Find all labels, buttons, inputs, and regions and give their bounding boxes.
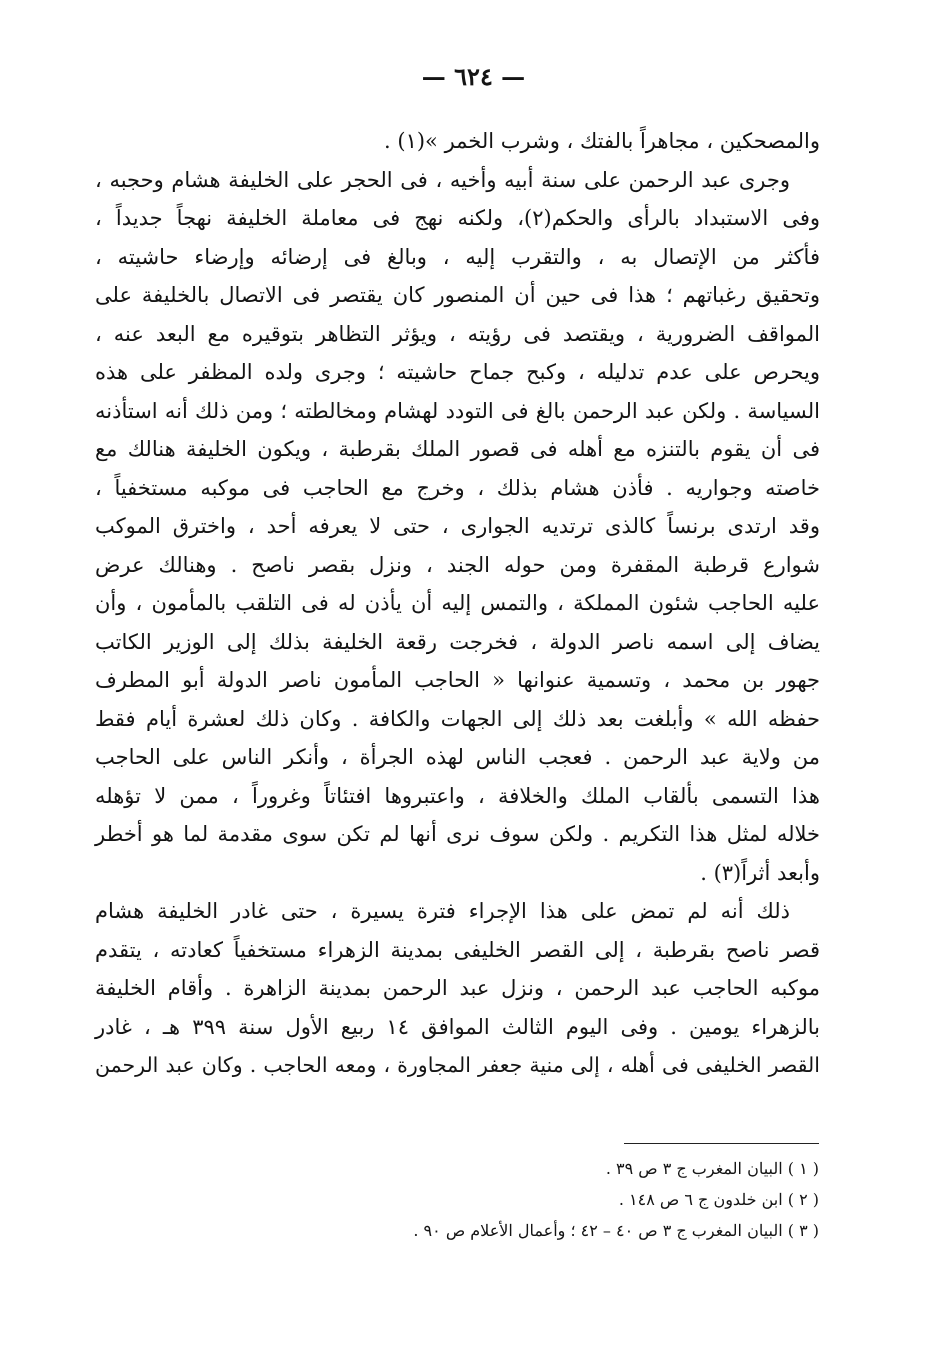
page-number: — ٦٢٤ — [421,62,526,91]
footnote: ( ١ ) البيان المغرب ج ٣ ص ٣٩ . [605,1159,819,1178]
text-line: السياسة . ولكن عبد الرحمن بالغ فى التودد لهشام ومخالطته ؛ ومن ذلك أنه استأذنه [95,398,820,423]
text-line: المواقف الضرورية ، ويقتصد فى رؤيته ، ويؤثر التظاهر بتوقيره مع البعد عنه ، [95,321,820,346]
text-line: هذا التسمى بألقاب الملك والخلافة ، واعتبروها افتئاتاً وغروراً ، ممن لا تؤهله [95,783,820,808]
text-line: وجرى عبد الرحمن على سنة أبيه وأخيه ، فى الحجر على الخليفة هشام وحجبه ، [95,167,790,192]
text-line: بالزهراء يومين . وفى اليوم الثالث الموافق ١٤ ربيع الأول سنة ٣٩٩ هـ ، غادر [95,1014,821,1039]
text-line: من ولاية عبد الرحمن . فعجب الناس لهذه الجرأة ، وأنكر الناس على الحاجب [95,745,820,769]
footnotes [199,1153,819,1246]
body-text [95,122,820,1085]
text-line: حفظه الله » وأبلغت بعد ذلك إلى الجهات والكافة . وكان ذلك لعشرة أيام فقط [95,706,820,731]
text-line: فى أن يقوم بالتنزه مع أهله فى قصور الملك بقرطبة ، ويكون الخليفة هنالك مع [95,437,820,461]
text-line: عليه الحاجب شئون المملكة ، والتمس إليه أن يأذن له فى التلقب بالمأمون ، وأن [95,591,820,615]
text-line: يضاف إلى اسمه ناصر الدولة ، فخرجت رقعة الخليفة بذلك إلى الوزير الكاتب [95,629,820,654]
text-line: وتحقيق رغباتهم ؛ هذا فى حين أن المنصور كان يقتصر فى الاتصال بالخليفة على [95,283,820,307]
text-line: وقد ارتدى برنساً كالذى ترتديه الجوارى ، حتى لا يعرفه أحد ، واخترق الموكب [95,514,820,538]
text-line: موكبه الحاجب عبد الرحمن ، ونزل عبد الرحمن بمدينة الزاهرة . وأقام الخليفة [95,976,820,1000]
text-line: ويحرص على عدم تدليله ، وكبح جماح حاشيته ؛ وجرى ولده المظفر على هذه [95,360,820,384]
footnote: ( ٣ ) البيان المغرب ج ٣ ص ٤٠ – ٤٢ ؛ وأعمال الأعلام ص ٩٠ . [413,1221,819,1240]
text-line: قصر ناصح بقرطبة ، إلى القصر الخليفى بمدينة الزهراء مستخفياً كعادته ، يتقدم [95,937,820,962]
text-line: وفى الاستبداد بالرأى والحكم(٢)، ولكنه نهج فى معاملة الخليفة نهجاً جديداً ، [95,206,821,230]
footnote-divider [624,1143,819,1144]
text-line: جهور بن محمد ، وتسمية عنوانها « الحاجب المأمون ناصر الدولة أبو المطرف [95,668,820,692]
text-line: وأبعد أثراً(٣) . [700,860,820,885]
text-line: ذلك أنه لم تمض على هذا الإجراء فترة يسيرة ، حتى غادر الخليفة هشام [95,899,790,923]
text-line: شوارع قرطبة المقفرة ومن حوله الجند ، ونزل بقصر ناصح . وهنالك عرض [95,552,820,577]
text-line: فأكثر من الإتصال به ، والتقرب إليه ، وبالغ فى إرضائه وإرضاء حاشيته ، [95,244,820,269]
text-line: خلاله لمثل هذا التكريم . ولكن سوف نرى أنها لم تكن سوى مقدمة لما هو أخطر [95,822,820,846]
text-line: القصر الخليفى فى أهله ، إلى منية جعفر المجاورة ، ومعه الحاجب . وكان عبد الرحمن [95,1053,820,1077]
text-line: والمصحكين ، مجاهراً بالفتك ، وشرب الخمر »(١) . [384,129,820,153]
footnote: ( ٢ ) ابن خلدون ج ٦ ص ١٤٨ . [618,1190,819,1209]
text-line: خاصته وجواريه . فأذن هشام بذلك ، وخرج مع الحاجب فى موكبه مستخفياً ، [95,475,820,500]
